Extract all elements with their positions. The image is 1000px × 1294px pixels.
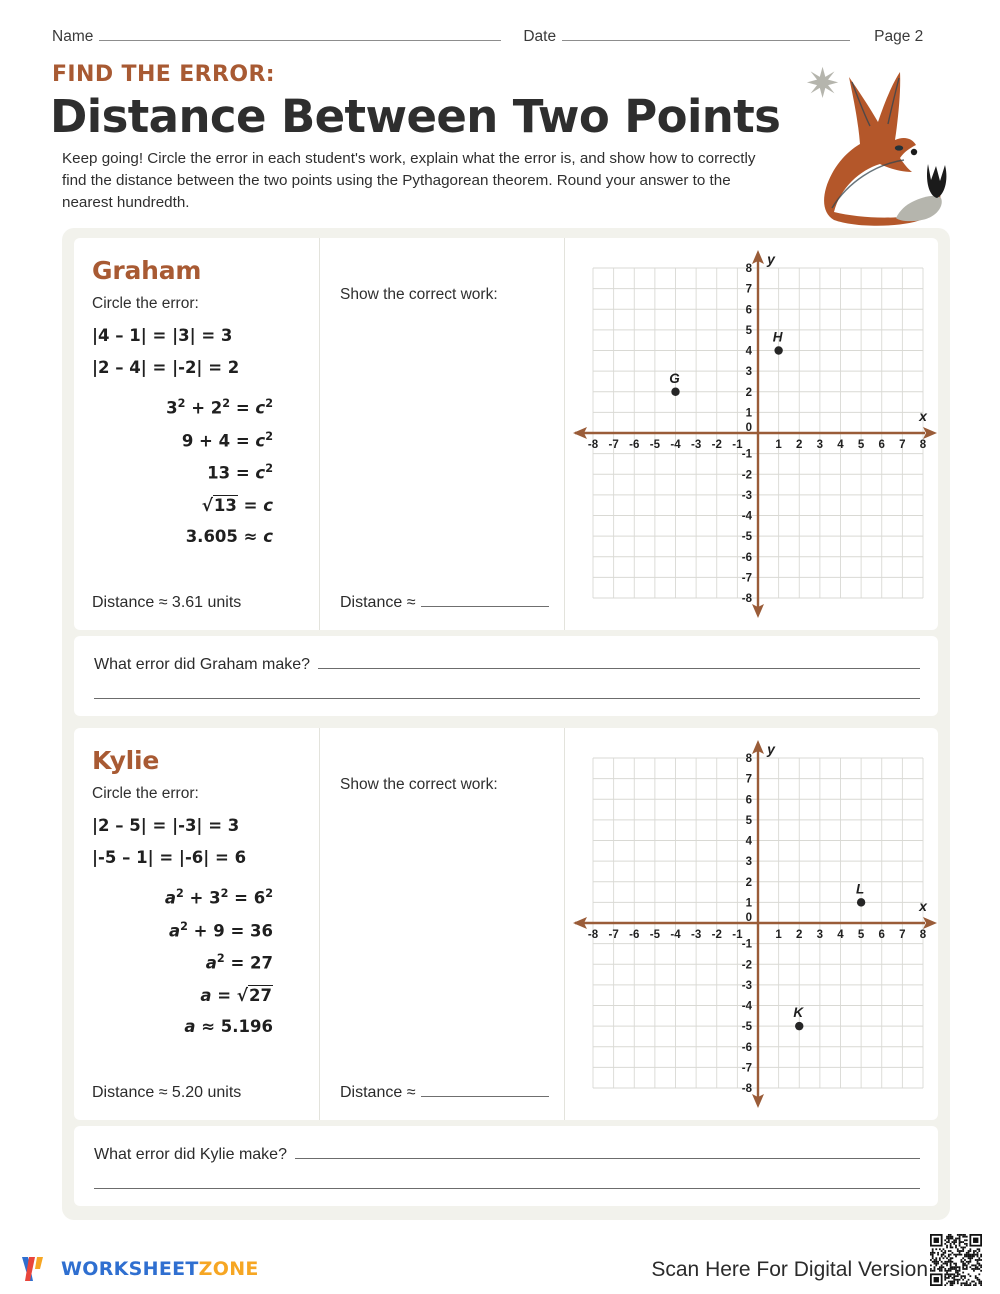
svg-text:2: 2 xyxy=(796,439,803,451)
work-card xyxy=(74,728,938,1120)
svg-text:-1: -1 xyxy=(732,929,743,941)
svg-text:-4: -4 xyxy=(670,929,681,941)
work-step: $13 = c^2$ xyxy=(207,462,273,483)
svg-text:4: 4 xyxy=(837,929,844,941)
svg-text:-7: -7 xyxy=(608,929,619,941)
svg-text:3: 3 xyxy=(745,856,752,869)
circle-error-prompt: Circle the error: xyxy=(92,785,199,802)
work-step: $3^2 + 2^2 = c^2$ xyxy=(166,397,273,418)
svg-text:7: 7 xyxy=(745,283,752,296)
abs-line-2: |-5 – 1| = |-6| = 6 xyxy=(92,848,247,867)
svg-text:2: 2 xyxy=(745,386,752,399)
answer-line-2[interactable] xyxy=(94,1188,920,1189)
student-block-graham xyxy=(74,238,938,716)
svg-text:-3: -3 xyxy=(741,979,752,992)
abs-line-1: |4 – 1| = |3| = 3 xyxy=(92,326,233,345)
svg-text:-2: -2 xyxy=(711,929,722,941)
sparkle-icon xyxy=(807,67,838,98)
svg-text:5: 5 xyxy=(857,439,865,451)
svg-text:-8: -8 xyxy=(587,929,599,941)
content-panel xyxy=(62,228,950,1220)
work-step: a = √27 xyxy=(200,984,272,1005)
svg-text:6: 6 xyxy=(745,794,752,807)
logo-word-worksheet: WORKSHEET xyxy=(61,1258,199,1280)
svg-text:-2: -2 xyxy=(711,439,722,451)
svg-text:8: 8 xyxy=(919,929,927,941)
instructions-text: Keep going! Circle the error in each student's work, explain what the error is, and show how to correctly find the distance between the two points using the Pythagorean theorem. Round your answer to the nearest hundredth. xyxy=(62,150,756,211)
answer-line-1[interactable] xyxy=(318,668,920,669)
svg-text:1: 1 xyxy=(745,897,752,910)
abs-line-2: |2 – 4| = |-2| = 2 xyxy=(92,358,240,377)
svg-text:-8: -8 xyxy=(587,439,599,451)
svg-text:6: 6 xyxy=(878,439,885,451)
distance-blank-line[interactable] xyxy=(421,606,549,607)
svg-text:8: 8 xyxy=(745,753,752,765)
svg-text:H: H xyxy=(772,329,783,345)
svg-text:-6: -6 xyxy=(629,929,640,941)
show-correct-work-prompt: Show the correct work: xyxy=(340,286,498,303)
svg-text:-3: -3 xyxy=(691,439,702,451)
svg-text:-8: -8 xyxy=(741,1083,752,1095)
svg-text:7: 7 xyxy=(899,929,906,941)
svg-text:7: 7 xyxy=(899,439,906,451)
svg-text:-7: -7 xyxy=(608,439,619,451)
student-work-column xyxy=(74,728,319,1120)
work-step: $9 + 4 = c^2$ xyxy=(181,429,273,450)
svg-text:y: y xyxy=(767,251,775,267)
work-step: $a^2 + 3^2 = 6^2$ xyxy=(164,887,273,908)
circle-error-prompt: Circle the error: xyxy=(92,295,199,312)
svg-text:0: 0 xyxy=(745,422,752,434)
svg-text:G: G xyxy=(669,370,680,386)
distance-answer-field[interactable] xyxy=(340,594,549,612)
svg-text:-6: -6 xyxy=(629,439,640,451)
scan-prompt-text: Scan Here For Digital Version xyxy=(651,1258,928,1281)
svg-text:1: 1 xyxy=(775,439,782,451)
svg-text:6: 6 xyxy=(745,304,752,317)
work-card xyxy=(74,238,938,630)
date-write-line[interactable] xyxy=(562,40,850,41)
svg-text:-5: -5 xyxy=(649,439,660,451)
svg-text:3: 3 xyxy=(816,439,824,451)
name-label: Name xyxy=(52,28,94,45)
error-question-card xyxy=(74,636,938,716)
paw-mark-icon xyxy=(927,164,946,198)
distance-label: Distance ≈ xyxy=(340,1084,416,1101)
svg-text:-7: -7 xyxy=(741,1062,752,1075)
svg-text:-5: -5 xyxy=(741,1021,752,1034)
distance-answer-field[interactable] xyxy=(340,1084,549,1102)
svg-text:-5: -5 xyxy=(649,929,660,941)
svg-text:-2: -2 xyxy=(741,959,752,972)
error-question-row xyxy=(94,656,920,674)
svg-text:-5: -5 xyxy=(741,531,752,544)
svg-text:2: 2 xyxy=(796,929,803,941)
student-name: Graham xyxy=(92,256,202,285)
svg-text:-6: -6 xyxy=(741,1041,752,1054)
svg-text:0: 0 xyxy=(745,912,752,924)
w-logo-icon xyxy=(18,1252,52,1286)
svg-text:-8: -8 xyxy=(741,593,752,605)
svg-text:1: 1 xyxy=(775,929,782,941)
error-question-label: What error did Graham make? xyxy=(94,656,311,673)
student-block-kylie xyxy=(74,728,938,1206)
svg-text:-3: -3 xyxy=(741,489,752,502)
name-date-row xyxy=(52,28,948,52)
abs-line-1: |2 – 5| = |-3| = 3 xyxy=(92,816,240,835)
svg-text:3: 3 xyxy=(745,366,752,379)
page-label: Page 2 xyxy=(874,28,924,45)
svg-text:x: x xyxy=(919,898,927,914)
coordinate-plane-graham xyxy=(571,246,939,622)
svg-text:5: 5 xyxy=(745,814,752,827)
svg-text:-2: -2 xyxy=(741,469,752,482)
worksheet-zone-logo[interactable] xyxy=(18,1252,259,1286)
svg-text:-3: -3 xyxy=(691,929,702,941)
student-distance-answer: Distance ≈ 5.20 units xyxy=(92,1084,242,1101)
work-step: 3.605 ≈ c xyxy=(185,526,273,546)
svg-text:-4: -4 xyxy=(741,1000,752,1013)
svg-text:8: 8 xyxy=(745,263,752,275)
coordinate-plane-kylie xyxy=(571,736,939,1112)
student-distance-answer: Distance ≈ 3.61 units xyxy=(92,594,242,611)
svg-text:L: L xyxy=(856,881,865,897)
svg-text:y: y xyxy=(767,741,775,757)
svg-text:4: 4 xyxy=(745,345,752,358)
svg-text:-4: -4 xyxy=(741,510,752,523)
svg-text:-1: -1 xyxy=(741,448,752,461)
page-title: Distance Between Two Points xyxy=(50,90,781,143)
svg-text:-1: -1 xyxy=(741,938,752,951)
svg-text:5: 5 xyxy=(745,324,752,337)
svg-text:-6: -6 xyxy=(741,551,752,564)
svg-text:-7: -7 xyxy=(741,572,752,585)
fennec-fox-illustration xyxy=(800,52,960,227)
name-write-line[interactable] xyxy=(99,40,501,41)
answer-line-2[interactable] xyxy=(94,698,920,699)
date-label: Date xyxy=(523,28,557,45)
kicker-heading: FIND THE ERROR: xyxy=(52,62,276,87)
svg-text:1: 1 xyxy=(745,407,752,420)
svg-text:4: 4 xyxy=(745,835,752,848)
svg-text:3: 3 xyxy=(816,929,824,941)
answer-line-1[interactable] xyxy=(295,1158,920,1159)
svg-text:6: 6 xyxy=(878,929,885,941)
logo-wordmark xyxy=(61,1258,259,1280)
svg-text:2: 2 xyxy=(745,876,752,889)
logo-word-zone: ZONE xyxy=(198,1258,259,1280)
correct-work-column[interactable] xyxy=(319,238,564,630)
show-correct-work-prompt: Show the correct work: xyxy=(340,776,498,793)
svg-text:7: 7 xyxy=(745,773,752,786)
error-question-label: What error did Kylie make? xyxy=(94,1146,287,1163)
coordinate-graph-column xyxy=(564,728,938,1120)
work-steps xyxy=(92,887,319,1036)
student-work-column xyxy=(74,238,319,630)
error-question-row xyxy=(94,1146,920,1164)
work-steps xyxy=(92,397,319,546)
correct-work-column[interactable] xyxy=(319,728,564,1120)
work-step: $a^2 + 9 = 36$ xyxy=(168,919,273,940)
svg-text:x: x xyxy=(919,408,927,424)
work-step: a ≈ 5.196 xyxy=(184,1016,273,1036)
svg-text:-1: -1 xyxy=(732,439,743,451)
qr-code[interactable] xyxy=(930,1234,982,1286)
work-step: $a^2 = 27$ xyxy=(205,952,273,973)
svg-text:4: 4 xyxy=(837,439,844,451)
student-name: Kylie xyxy=(92,746,160,775)
error-question-card xyxy=(74,1126,938,1206)
coordinate-graph-column xyxy=(564,238,938,630)
work-step: √13 = c xyxy=(201,494,273,515)
distance-label: Distance ≈ xyxy=(340,594,416,611)
svg-text:K: K xyxy=(793,1005,804,1021)
svg-text:5: 5 xyxy=(857,929,865,941)
svg-text:8: 8 xyxy=(919,439,927,451)
svg-text:-4: -4 xyxy=(670,439,681,451)
distance-blank-line[interactable] xyxy=(421,1096,549,1097)
